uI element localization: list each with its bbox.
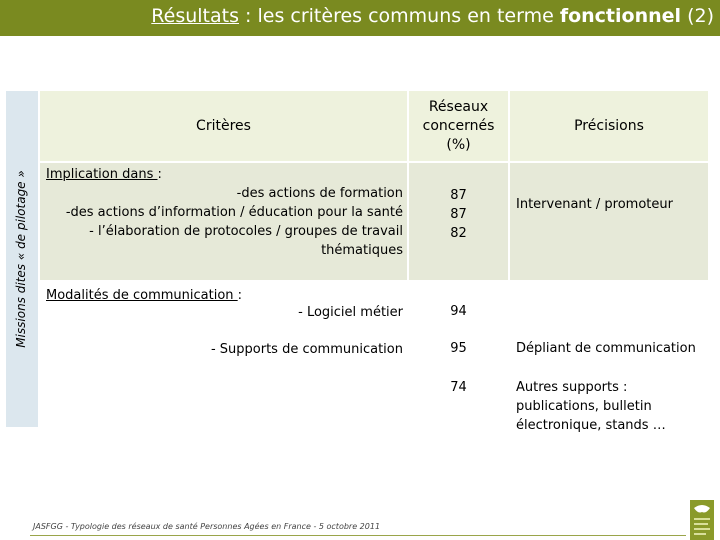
header-networks-line3: (%): [446, 136, 471, 153]
row2-item: - Logiciel métier: [298, 305, 403, 320]
title-part-results: Résultats: [151, 5, 239, 27]
table-header-row: [40, 91, 708, 162]
row1-title-text: Implication dans: [46, 167, 158, 182]
header-criteria: Critères: [40, 91, 408, 162]
row2-detail: Dépliant de communication: [516, 341, 696, 356]
row2-criteria-cell: [40, 281, 408, 519]
header-networks-line2: concernés: [422, 117, 495, 134]
row2-detail: électronique, stands …: [516, 418, 666, 433]
table-row: [40, 281, 708, 519]
row1-values-cell: [408, 162, 509, 281]
row1-criteria-cell: [40, 162, 408, 281]
table-row: [40, 162, 708, 281]
row1-item: -des actions d’information / éducation pour la santé: [65, 205, 403, 220]
header-details: Précisions: [509, 91, 708, 162]
row2-values-cell: [408, 281, 509, 519]
row2-detail-cell: [509, 281, 708, 519]
row2-value: 74: [450, 380, 467, 395]
row2-detail: publications, bulletin: [516, 399, 652, 414]
row1-value: 87: [450, 207, 467, 222]
header-networks: [408, 91, 509, 162]
row2-value: 94: [450, 304, 467, 319]
title-part-number: (2): [681, 5, 714, 27]
row1-detail: Intervenant / promoteur: [516, 197, 673, 212]
title-part-middle: : les critères communs en terme: [239, 5, 560, 27]
page-title: [151, 5, 714, 27]
row1-item: -des actions de formation: [236, 186, 403, 201]
row1-title: [46, 165, 403, 184]
title-part-functional: fonctionnel: [559, 5, 682, 27]
criteria-table: [40, 91, 708, 519]
footer-divider: [30, 535, 686, 536]
row2-value: 95: [450, 341, 467, 356]
row2-title-text: Modalités de communication: [46, 288, 238, 303]
logo-icon: [690, 500, 714, 540]
row1-item: thématiques: [321, 243, 403, 258]
row1-title-suffix: :: [157, 167, 162, 182]
side-label: Missions dites « de pilotage »: [14, 170, 28, 348]
row1-value: 87: [450, 188, 467, 203]
row2-detail: Autres supports :: [516, 380, 628, 395]
organization-logo: [690, 500, 714, 540]
header-networks-line1: Réseaux: [428, 98, 489, 115]
header-bar: [0, 0, 720, 36]
row1-detail-cell: [509, 162, 708, 281]
footer-text: JASFGG - Typologie des réseaux de santé Personnes Agées en France - 5 octobre 2011: [33, 522, 381, 531]
row2-item: - Supports de communication: [210, 342, 403, 357]
row1-value: 82: [450, 226, 467, 241]
row2-title-suffix: :: [237, 288, 243, 303]
row1-item: - l’élaboration de protocoles / groupes de travail: [89, 224, 403, 239]
